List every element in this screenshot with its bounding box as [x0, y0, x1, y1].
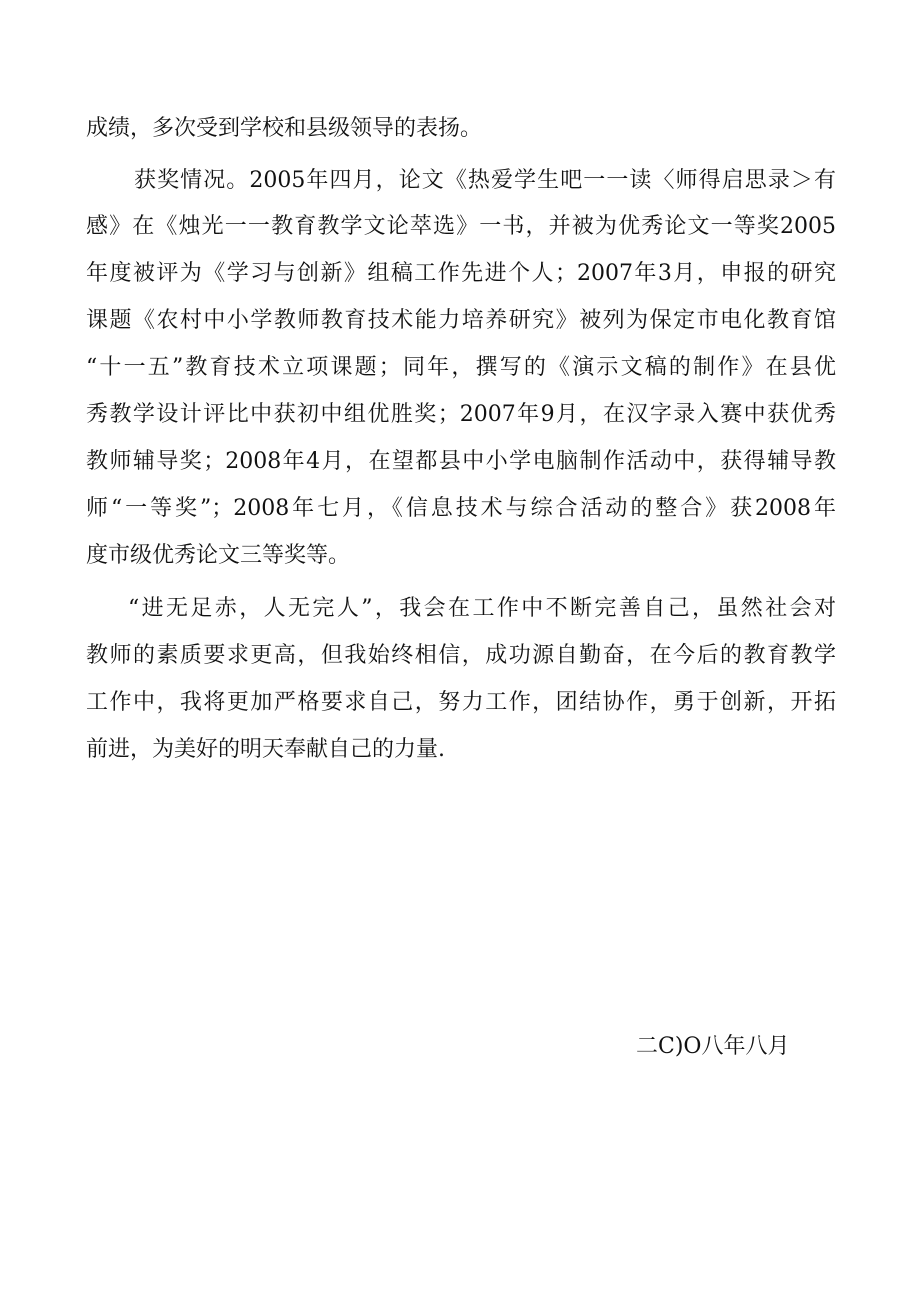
paragraph-2-line-1: 获奖情况。2005年四月，论文《热爱学生吧一一读〈师得启思录＞有 — [134, 168, 836, 193]
paragraph-2-line-3: 年度被评为《学习与创新》组稿工作先进个人；2007年3月，申报的研究 — [86, 261, 836, 286]
paragraph-2-line-8: 师“一等奖”；2008年七月，《信息技术与综合活动的整合》获2008年 — [86, 496, 836, 521]
paragraph-3-line-1: “进无足赤，人无完人”，我会在工作中不断完善自己，虽然社会对 — [128, 596, 836, 621]
paragraph-2-line-4: 课题《农村中小学教师教育技术能力培养研究》被列为保定市电化教育馆 — [86, 308, 836, 333]
paragraph-3-line-4: 前进，为美好的明天奉献自己的力量. — [86, 737, 445, 762]
paragraph-3-line-3: 工作中，我将更加严格要求自己，努力工作，团结协作，勇于创新，开拓 — [86, 690, 836, 715]
date-signature: 二C)O八年八月 — [636, 1034, 790, 1059]
paragraph-2-line-2: 感》在《烛光一一教育教学文论萃选》一书，并被为优秀论文一等奖2005 — [86, 214, 836, 239]
paragraph-2-line-6: 秀教学设计评比中获初中组优胜奖；2007年9月，在汉字录入赛中获优秀 — [86, 402, 836, 427]
paragraph-2-line-7: 教师辅导奖；2008年4月，在望都县中小学电脑制作活动中，获得辅导教 — [86, 449, 836, 474]
paragraph-2-line-5: “十一五”教育技术立项课题；同年，撰写的《演示文稿的制作》在县优 — [86, 355, 836, 380]
paragraph-2-line-9: 度市级优秀论文三等奖等。 — [86, 543, 351, 568]
paragraph-3-line-2: 教师的素质要求更高，但我始终相信，成功源自勤奋，在今后的教育教学 — [86, 643, 836, 668]
paragraph-1-line-1: 成绩，多次受到学校和县级领导的表扬。 — [86, 116, 483, 141]
